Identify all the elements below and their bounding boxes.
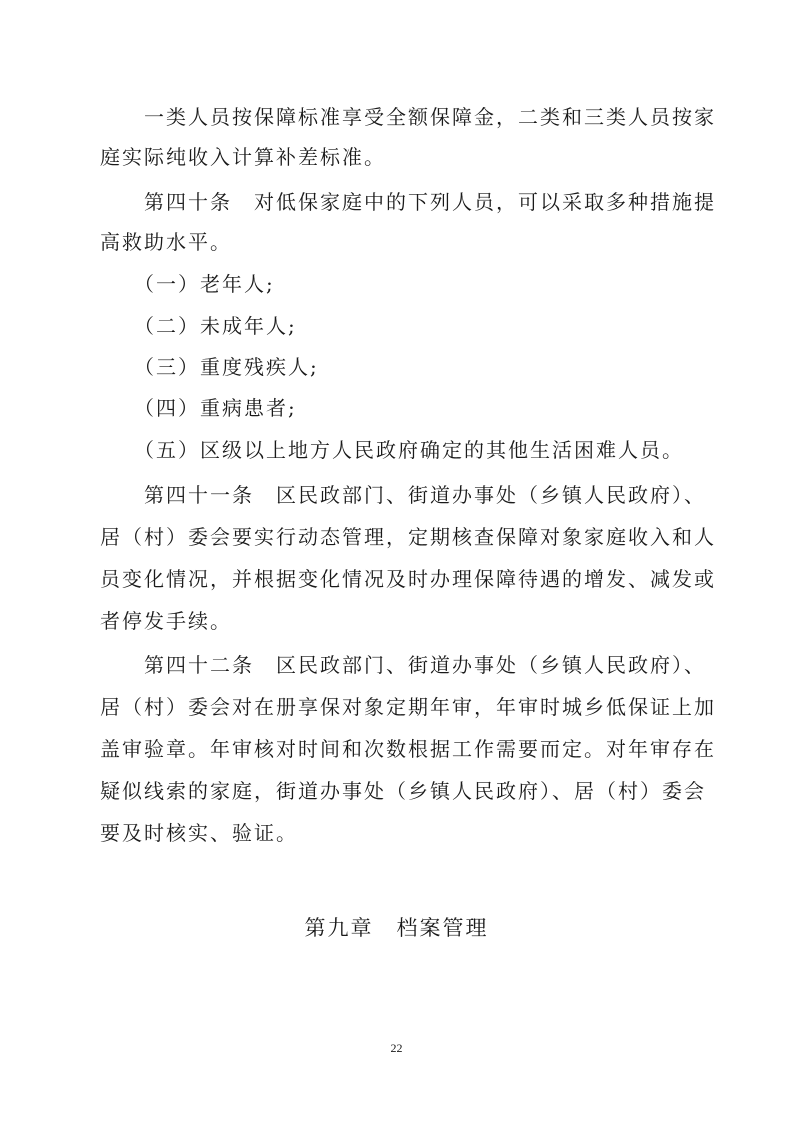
text-line: 高救助水平。 [100,230,232,254]
text-line: 要及时核实、验证。 [100,821,298,845]
text-line: 第四十二条 区民政部门、街道办事处（乡镇人民政府）、 [100,653,706,677]
page-number: 22 [390,1041,403,1055]
list-item: （三）重度残疾人; [100,355,319,379]
text-line: 庭实际纯收入计算补差标准。 [100,145,386,169]
chapter-heading: 第九章 档案管理 [304,916,489,940]
text-line: 第四十条 对低保家庭中的下列人员，可以采取多种措施提 [100,190,716,214]
list-item: （五）区级以上地方人民政府确定的其他生活困难人员。 [100,438,684,462]
text-line: 盖审验章。年审核对时间和次数根据工作需要而定。对年审存在 [100,737,716,761]
text-line: 一类人员按保障标准享受全额保障金，二类和三类人员按家 [100,105,716,129]
list-item: （四）重病患者; [100,396,297,420]
text-line: 员变化情况，并根据变化情况及时办理保障待遇的增发、减发或 [100,567,716,591]
text-line: 者停发手续。 [100,609,232,633]
text-line: 居（村）委会对在册享保对象定期年审，年审时城乡低保证上加 [100,695,716,719]
list-item: （二）未成年人; [100,314,297,338]
list-item: （一）老年人; [100,272,275,296]
text-line: 疑似线索的家庭，街道办事处（乡镇人民政府）、居（村）委会 [100,779,706,803]
text-line: 居（村）委会要实行动态管理，定期核查保障对象家庭收入和人 [100,525,716,549]
text-line: 第四十一条 区民政部门、街道办事处（乡镇人民政府）、 [100,483,706,507]
